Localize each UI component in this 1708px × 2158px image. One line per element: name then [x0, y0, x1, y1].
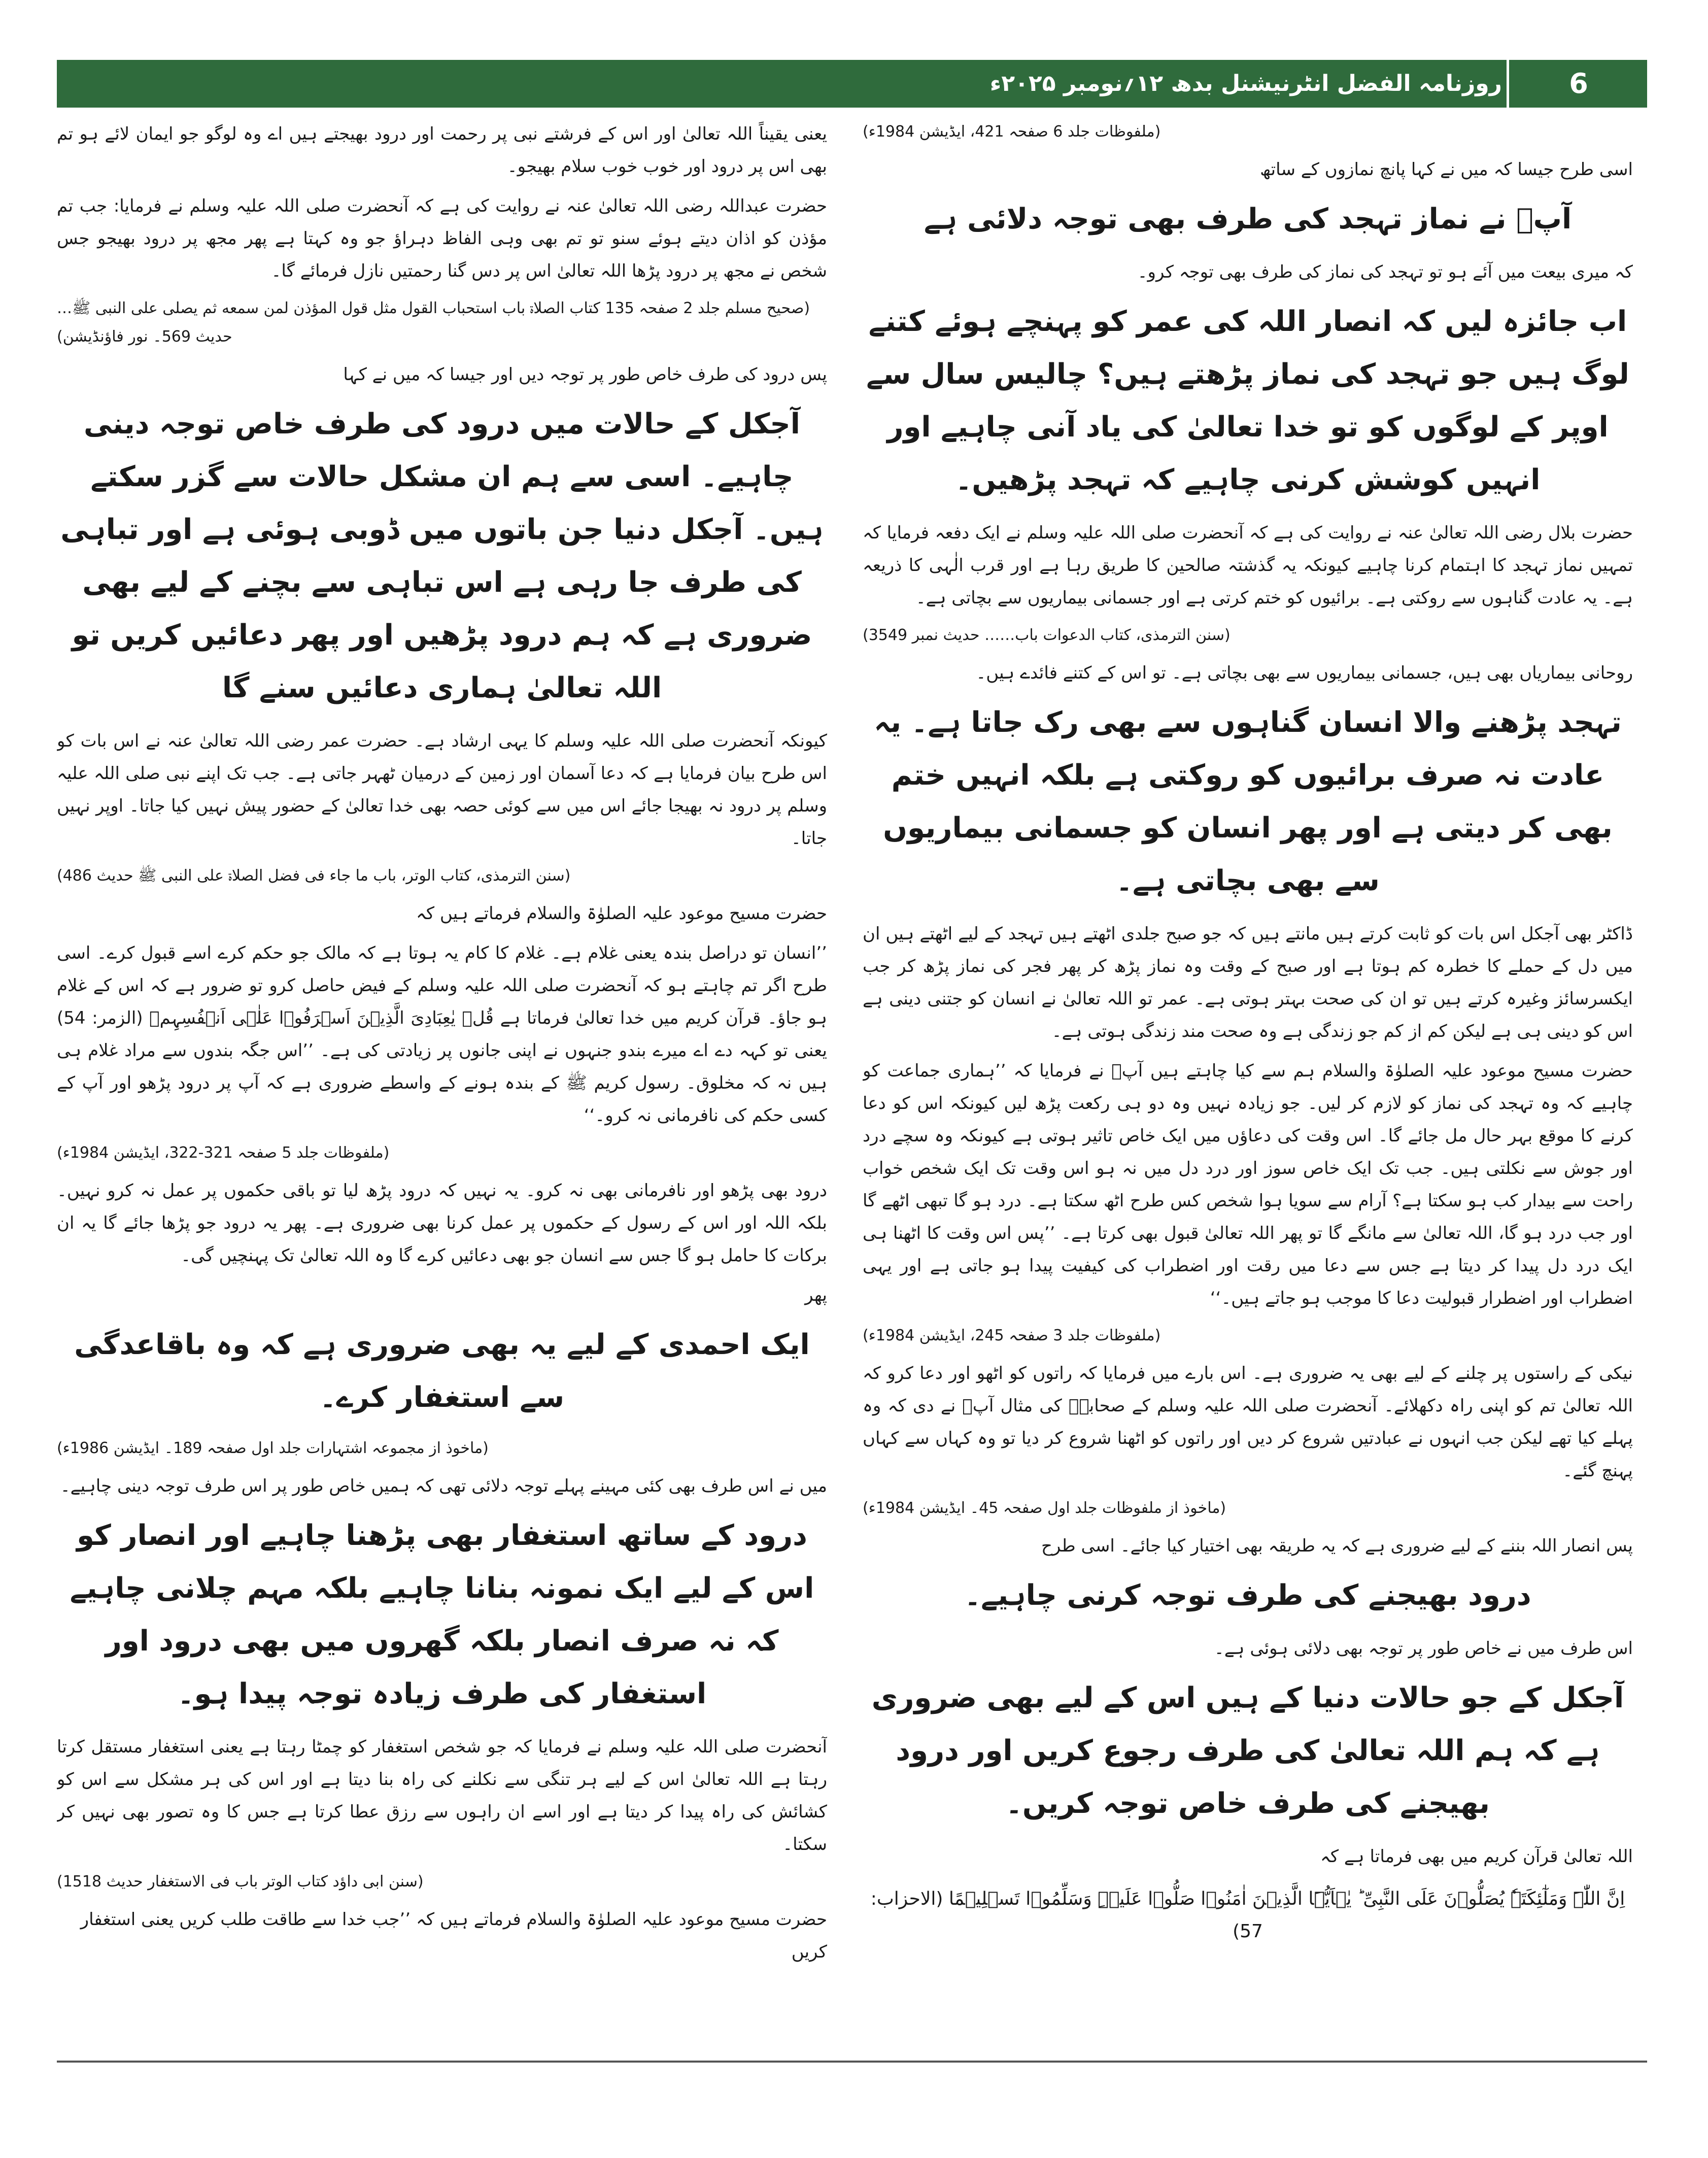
text-line: پس انصار اللہ بننے کے لیے ضروری ہے کہ یہ طریقہ بھی اختیار کیا جائے۔ اسی طرح — [1041, 1536, 1633, 1556]
emphasized-heading: آپؑ نے نماز تہجد کی طرف بھی توجہ دلائی ہے — [924, 203, 1572, 235]
citation: (ماخوذ از مجموعہ اشتہارات جلد اول صفحہ 189۔ ایڈیشن 1986ء) — [57, 1439, 489, 1457]
text-line: میں نے اس طرف بھی کئی مہینے پہلے توجہ دلائی تھی کہ ہمیں خاص طور پر اس طرف توجہ دینی چاہیے۔ — [60, 1476, 827, 1496]
body-paragraph: حضرت مسیح موعود علیہ الصلوٰۃ والسلام ہم سے کیا چاہتے ہیں آپؑ نے فرمایا کہ ’’ہماری جماعت کو چاہیے کہ وہ تہجد کی نماز کو لازم کر لیں۔ جو زیادہ نہیں وہ دو ہی رکعت پڑھ لیں کیونکہ اس کو دعا کرنے کا موقع بہر حال مل جائے گا۔ اس وقت کی دعاؤں میں ایک خاص تاثیر ہوتی ہے کیونکہ وہ سچے درد اور جوش سے نکلتی ہیں۔ جب تک ایک خاص سوز اور درد دل میں نہ ہو اس وقت تک ایک شخص خواب راحت سے بیدار کب ہو سکتا ہے؟ آرام سے سویا ہوا شخص کس طرح اٹھ سکتا ہے۔ درد ہو گا تبھی اٹھے گا اور جب درد ہو گا، اللہ تعالیٰ سے مانگے گا تو پھر اللہ تعالیٰ قبول بھی کرتا ہے۔ ’’پس اس وقت کا اٹھنا ہی ایک درد دل پیدا کر دیتا ہے جس سے دعا میں رقت اور اضطراب کی کیفیت پیدا ہو جاتی ہے اور یہی اضطراب اور اضطرار قبولیت دعا کا موجب ہو جاتے ہیں۔‘‘ — [863, 1061, 1633, 1308]
text-line: اس طرف میں نے خاص طور پر توجہ بھی دلائی ہوئی ہے۔ — [1214, 1638, 1633, 1659]
text-line: اللہ تعالیٰ قرآن کریم میں بھی فرماتا ہے کہ — [1320, 1846, 1633, 1867]
left-column — [57, 118, 827, 1996]
emphasized-heading: درود کے ساتھ استغفار بھی پڑھنا چاہیے اور انصار کو اس کے لیے ایک نمونہ بنانا چاہیے بلکہ مہم چلانی چاہیے کہ نہ صرف انصار بلکہ گھروں میں بھی درود اور استغفار کی طرف زیادہ توجہ پیدا ہو۔ — [70, 1519, 814, 1710]
text-line: حضرت مسیح موعود علیہ الصلوٰۃ والسلام فرماتے ہیں کہ — [416, 903, 827, 924]
citation: (ملفوظات جلد 3 صفحہ 245، ایڈیشن 1984ء) — [863, 1327, 1161, 1344]
citation: (سنن ابی داؤد کتاب الوتر باب فی الاستغفار حدیث 1518) — [57, 1873, 424, 1891]
text-line: پس درود کی طرف خاص طور پر توجہ دیں اور جیسا کہ میں نے کہا — [343, 364, 827, 385]
text-line: روحانی بیماریاں بھی ہیں، جسمانی بیماریوں سے بھی بچاتی ہے۔ تو اس کے کتنے فائدے ہیں۔ — [976, 663, 1633, 683]
right-column — [863, 118, 1633, 1996]
citation: (صحیح مسلم جلد 2 صفحہ 135 کتاب الصلاۃ باب استحباب القول مثل قول المؤذن لمن سمعه ثم یصلی علی النبی ﷺ… حدیث 569۔ نور فاؤنڈیشن) — [57, 299, 810, 346]
body-paragraph: ’’انسان تو دراصل بندہ یعنی غلام ہے۔ غلام کا کام یہ ہوتا ہے کہ مالک جو حکم کرے اسے قبول کرے۔ اسی طرح اگر تم چاہتے ہو کہ آنحضرت صلی اللہ علیہ وسلم کے فیض حاصل کرو تو ضرور ہے کہ اس کے غلام ہو جاؤ۔ قرآن کریم میں خدا تعالیٰ فرماتا ہے قُلۡ یٰعِبَادِیَ الَّذِیۡنَ اَسۡرَفُوۡا عَلٰۤی اَنۡفُسِہِمۡ (الزمر: 54) یعنی تو کہہ دے اے میرے بندو جنہوں نے اپنی جانوں پر زیادتی کی ہے۔ ’’اس جگہ بندوں سے مراد غلام ہی ہیں نہ کہ مخلوق۔ رسول کریم ﷺ کے بندہ ہونے کے واسطے ضروری ہے کہ آپ پر درود پڑھو اور آپ کے کسی حکم کی نافرمانی نہ کرو۔‘‘ — [57, 943, 827, 1126]
emphasized-heading: تہجد پڑھنے والا انسان گناہوں سے بھی رک جاتا ہے۔ یہ عادت نہ صرف برائیوں کو روکتی ہے بلکہ انہیں ختم بھی کر دیتی ہے اور پھر انسان کو جسمانی بیماریوں سے بھی بچاتی ہے۔ — [874, 706, 1622, 897]
page-number: 6 — [1569, 68, 1588, 99]
body-paragraph: یعنی یقیناً اللہ تعالیٰ اور اس کے فرشتے نبی پر رحمت اور درود بھیجتے ہیں اے وہ لوگو جو ایمان لائے ہو تم بھی اس پر درود اور خوب خوب سلام بھیجو۔ — [57, 124, 827, 177]
text-line: اسی طرح جیسا کہ میں نے کہا پانچ نمازوں کے ساتھ — [1260, 159, 1633, 180]
body-paragraph: درود بھی پڑھو اور نافرمانی بھی نہ کرو۔ یہ نہیں کہ درود پڑھ لیا تو باقی حکموں پر عمل نہ کرو نہیں۔ بلکہ اللہ اور اس کے رسول کے حکموں پر عمل کرنا بھی ضروری ہے۔ پھر یہ درود جو پڑھا جائے گا یہ ان برکات کا حامل ہو گا جس سے انسان جو بھی دعائیں کرے گا وہ اللہ تعالیٰ تک پہنچیں گی۔ — [57, 1181, 827, 1266]
quran-verse: اِنَّ اللّٰہَ وَمَلٰٓئِکَتَہٗ یُصَلُّوۡنَ عَلَی النَّبِیِّ ؕ یٰۤاَیُّہَا الَّذِیۡنَ اٰمَنُوۡا صَلُّوۡا عَلَیۡہِ وَسَلِّمُوۡا تَسۡلِیۡمًا (الاحزاب: 57) — [870, 1889, 1625, 1942]
citation: (ماخوذ از ملفوظات جلد اول صفحہ 45۔ ایڈیشن 1984ء) — [863, 1499, 1226, 1517]
newspaper-title: روزنامہ الفضل انٹرنیشنل بدھ ۱۲؍نومبر ۲۰۲۵ء — [989, 71, 1502, 96]
emphasized-heading: اب جائزہ لیں کہ انصار اللہ کی عمر کو پہنچے ہوئے کتنے لوگ ہیں جو تہجد کی نماز پڑھتے ہیں؟ چالیس سال سے اوپر کے لوگوں کو تو خدا تعالیٰ کی یاد آنی چاہیے اور انہیں کوشش کرنی چاہیے کہ تہجد پڑھیں۔ — [866, 305, 1629, 496]
citation: (سنن الترمذی، کتاب الوتر، باب ما جاء فی فضل الصلاۃ علی النبی ﷺ حدیث 486) — [57, 867, 571, 885]
bottom-rule — [57, 2061, 1647, 2063]
citation: (ملفوظات جلد 6 صفحہ 421، ایڈیشن 1984ء) — [863, 123, 1161, 141]
body-paragraph: حضرت بلال رضی اللہ تعالیٰ عنہ نے روایت کی ہے کہ آنحضرت صلی اللہ علیہ وسلم نے ایک دفعہ فرمایا کہ تمہیں نماز تہجد کا اہتمام کرنا چاہیے کیونکہ یہ گذشتہ صالحین کا طریق رہا ہے اور قرب الٰہی کا ذریعہ ہے۔ یہ عادت گناہوں سے روکتی ہے۔ برائیوں کو ختم کرتی ہے اور جسمانی بیماریوں سے بچاتی ہے۔ — [863, 523, 1633, 608]
body-paragraph: ڈاکٹر بھی آجکل اس بات کو ثابت کرتے ہیں مانتے ہیں کہ جو صبح جلدی اٹھتے ہیں تہجد کے لیے اٹھتے ہیں ان میں دل کے حملے کا خطرہ کم ہوتا ہے اور صبح کے وقت وہ نماز پڑھ کر پھر فجر کی نماز پڑھ کر جب ایکسرسائز وغیرہ کرتے ہیں تو ان کی صحت بہتر ہوتی ہے۔ عمر تو اللہ تعالیٰ نے انسان کو جتنی دینی ہے اس کو دینی ہی ہے لیکن کم از کم جو زندگی ہے وہ صحت مند زندگی ہوتی ہے۔ — [863, 924, 1633, 1041]
text-line: پھر — [805, 1285, 827, 1305]
emphasized-heading: ایک احمدی کے لیے یہ بھی ضروری ہے کہ وہ باقاعدگی سے استغفار کرے۔ — [74, 1328, 810, 1414]
citation: (سنن الترمذی، کتاب الدعوات باب…… حدیث نمبر 3549) — [863, 626, 1231, 644]
text-line: کہ میری بیعت میں آئے ہو تو تہجد کی نماز کی طرف بھی توجہ کرو۔ — [1137, 262, 1633, 282]
emphasized-heading: آجکل کے جو حالات دنیا کے ہیں اس کے لیے بھی ضروری ہے کہ ہم اللہ تعالیٰ کی طرف رجوع کریں اور درود بھیجنے کی طرف خاص توجہ کریں۔ — [871, 1681, 1624, 1820]
body-paragraph: آنحضرت صلی اللہ علیہ وسلم نے فرمایا کہ جو شخص استغفار کو چمٹا رہتا ہے یعنی استغفار مستقل کرتا رہتا ہے اللہ تعالیٰ اس کے لیے ہر تنگی سے نکلنے کی راہ بنا دیتا ہے اور اس کی ہر مشکل سے اس کو کشائش کی راہ پیدا کر دیتا ہے اور اسے ان راہوں سے رزق عطا کرتا ہے جس کا وہ تصور بھی نہیں کر سکتا۔ — [57, 1737, 827, 1854]
body-paragraph: کیونکہ آنحضرت صلی اللہ علیہ وسلم کا یہی ارشاد ہے۔ حضرت عمر رضی اللہ تعالیٰ عنہ نے اس بات کو اس طرح بیان فرمایا ہے کہ دعا آسمان اور زمین کے درمیان ٹھہر جاتی ہے۔ جب تک اپنے نبی صلی اللہ علیہ وسلم پر درود نہ بھیجا جائے اس میں سے کوئی حصہ بھی خدا تعالیٰ کے حضور پیش نہیں کیا جاتا۔ اوپر نہیں جاتا۔ — [57, 731, 827, 849]
citation: (ملفوظات جلد 5 صفحہ 321-322، ایڈیشن 1984ء) — [57, 1144, 390, 1162]
body-paragraph: حضرت عبداللہ رضی اللہ تعالیٰ عنہ نے روایت کی ہے کہ آنحضرت صلی اللہ علیہ وسلم نے فرمایا: جب تم مؤذن کو اذان دیتے ہوئے سنو تو تم بھی وہی الفاظ دہراؤ جو وہ کہتا ہے پھر مجھ پر درود بھیجو جس شخص نے مجھ پر درود پڑھا اللہ تعالیٰ اس پر دس گنا رحمتیں نازل فرمائے گا۔ — [57, 196, 827, 281]
header-divider — [1507, 60, 1509, 108]
body-paragraph: نیکی کے راستوں پر چلنے کے لیے بھی یہ ضروری ہے۔ اس بارے میں فرمایا کہ راتوں کو اٹھو اور دعا کرو کہ اللہ تعالیٰ تم کو اپنی راہ دکھلائے۔ آنحضرت صلی اللہ علیہ وسلم کے صحابہؓ کی مثال آپؑ نے دی کہ وہ پہلے کیا تھے لیکن جب انہوں نے عبادتیں شروع کر دیں اور راتوں کو اٹھنا شروع کر دیا تو وہ کہاں سے کہاں پہنچ گئے۔ — [863, 1363, 1633, 1481]
text-line: حضرت مسیح موعود علیہ الصلوٰۃ والسلام فرماتے ہیں کہ ’’جب خدا سے طاقت طلب کریں یعنی استغفار کریں — [80, 1909, 827, 1962]
emphasized-heading: آجکل کے حالات میں درود کی طرف خاص توجہ دینی چاہیے۔ اسی سے ہم ان مشکل حالات سے گزر سکتے ہیں۔ آجکل دنیا جن باتوں میں ڈوبی ہوئی ہے اور تباہی کی طرف جا رہی ہے اس تباہی سے بچنے کے لیے بھی ضروری ہے کہ ہم درود پڑھیں اور پھر دعائیں کریں تو اللہ تعالیٰ ہماری دعائیں سنے گا — [60, 408, 824, 704]
emphasized-heading: درود بھیجنے کی طرف توجہ کرنی چاہیے۔ — [964, 1579, 1531, 1612]
page-header — [57, 60, 1647, 108]
